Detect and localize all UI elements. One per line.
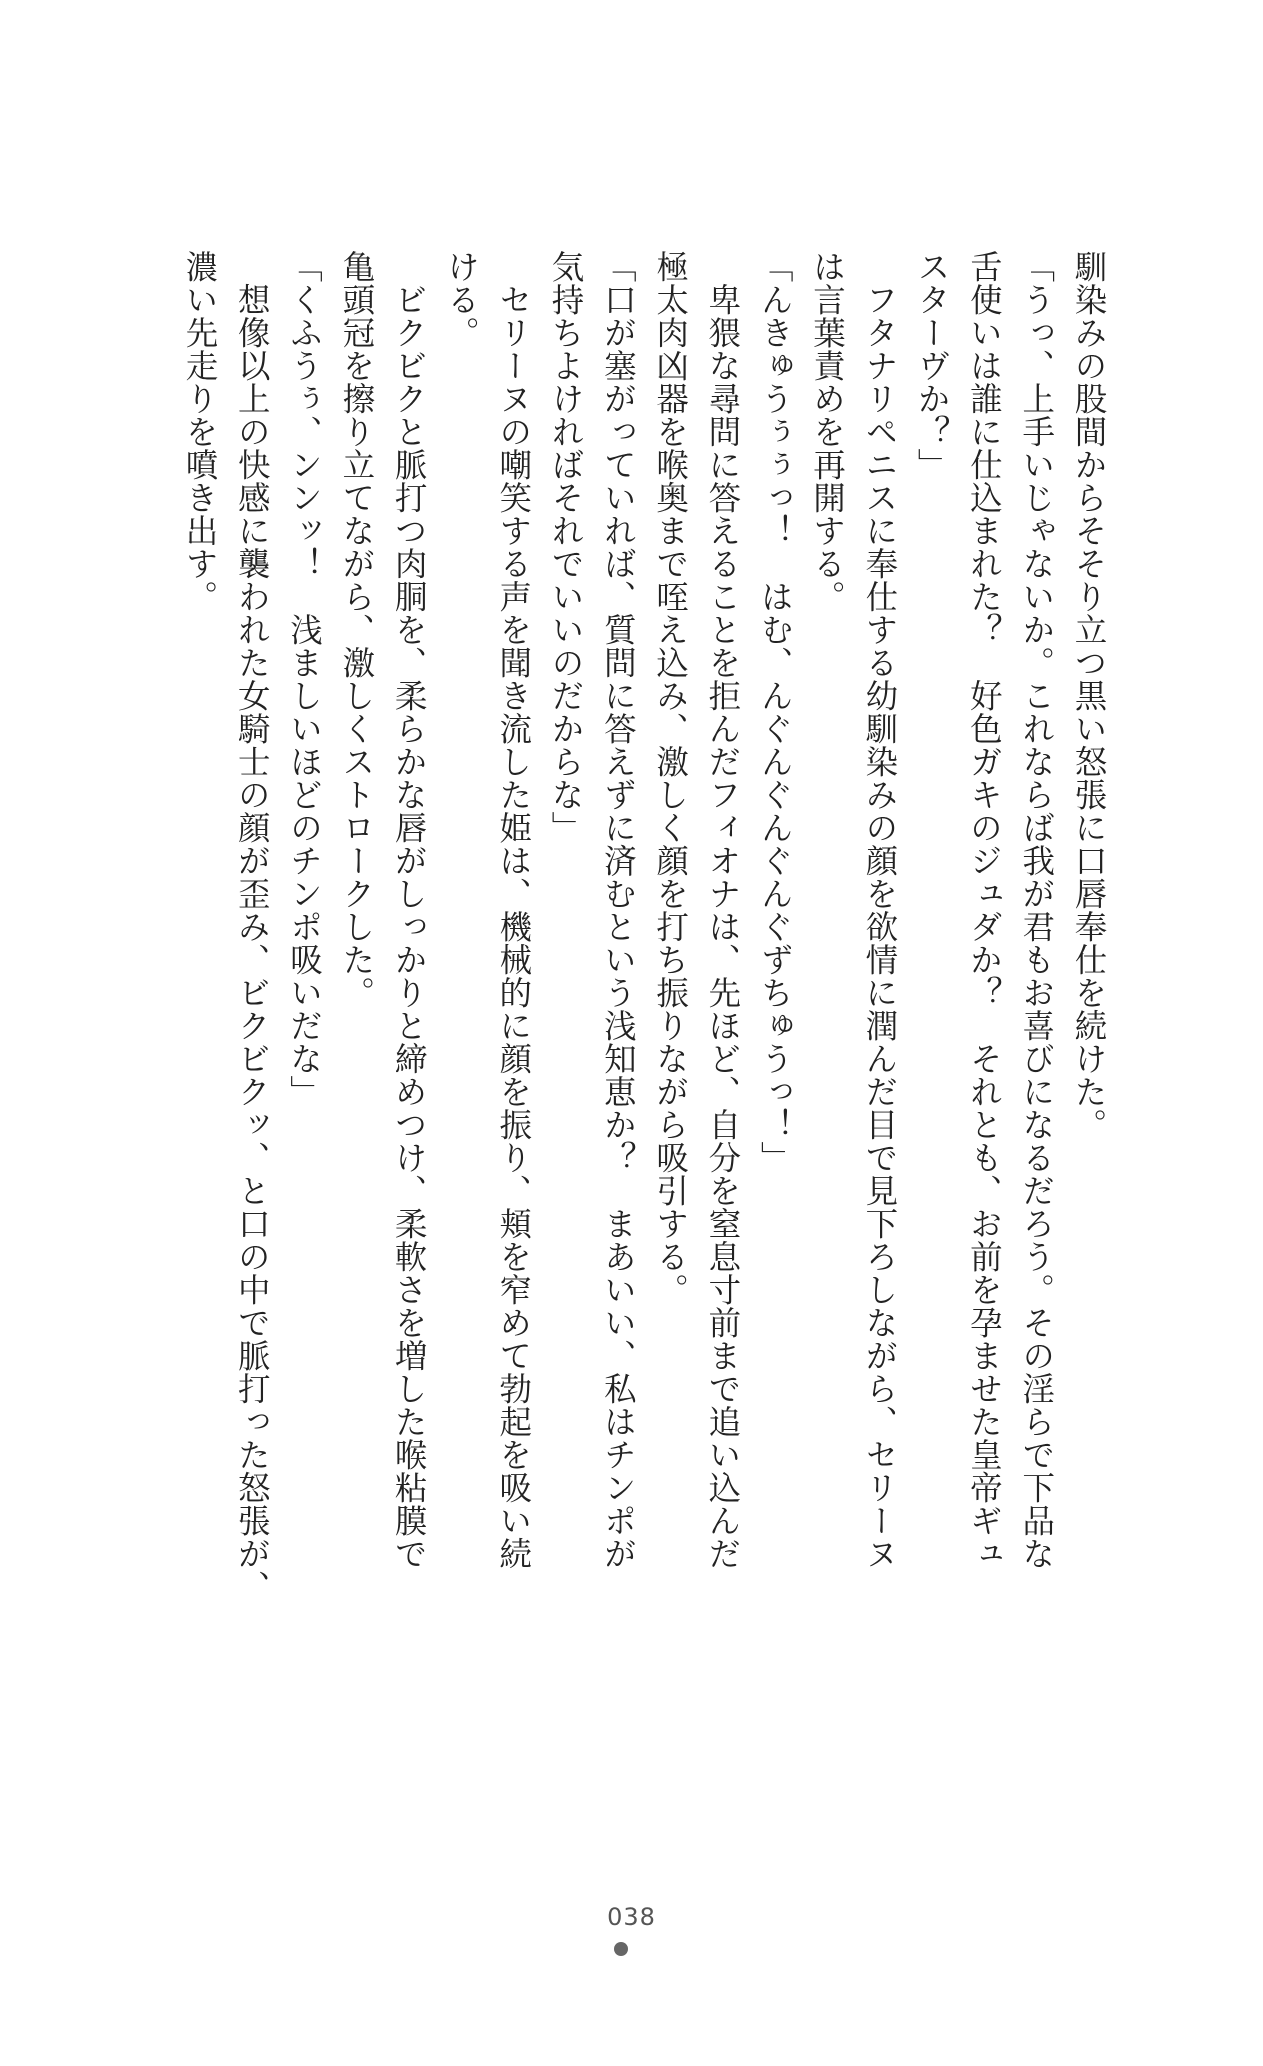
text-line: 馴染みの股間からそそり立つ黒い怒張に口唇奉仕を続けた。	[1070, 250, 1108, 1141]
text-line: 舌使いは誰に仕込まれた？ 好色ガキのジュダか？ それとも、お前を孕ませた皇帝ギュ	[965, 250, 1004, 1570]
text-line: は言葉責めを再開する。	[808, 250, 847, 613]
text-line: 「うっ、上手いじゃないか。これならば我が君もお喜びになるだろう。その淫らで下品な	[1017, 250, 1056, 1570]
body-text	[174, 250, 1115, 1730]
text-line: 「口が塞がっていれば、質問に答えずに済むという浅知恵か？ まあいい、私はチンポが	[599, 250, 638, 1570]
page-number: 038	[607, 1903, 656, 1931]
text-line: 「んきゅうぅぅっ！ はむ、んぐんぐんぐんぐずちゅうっ！」	[756, 250, 795, 1174]
text-line: スターヴか？」	[913, 250, 952, 481]
text-line: 濃い先走りを噴き出す。	[180, 250, 219, 613]
text-line: ける。	[442, 250, 481, 349]
text-line: ビクビクと脈打つ肉胴を、柔らかな唇がしっかりと締めつけ、柔軟さを増した喉粘膜で	[390, 250, 429, 1570]
text-line: セリーヌの嘲笑する声を聞き流した姫は、機械的に顔を振り、頬を窄めて勃起を吸い続	[494, 250, 533, 1570]
text-line: 想像以上の快感に襲われた女騎士の顔が歪み、ビクビクッ、と口の中で脈打った怒張が、	[233, 250, 272, 1603]
text-line: フタナリペニスに奉仕する幼馴染みの顔を欲情に潤んだ目で見下ろしながら、セリーヌ	[860, 250, 899, 1570]
text-line: 卑猥な尋問に答えることを拒んだフィオナは、先ほど、自分を窒息寸前まで追い込んだ	[703, 250, 742, 1570]
page-marker-dot-icon	[614, 1942, 628, 1956]
text-line: 極太肉凶器を喉奥まで咥え込み、激しく顔を打ち振りながら吸引する。	[651, 250, 690, 1306]
text-line: 「くふうぅ、ンンッ！ 浅ましいほどのチンポ吸いだな」	[285, 250, 324, 1108]
text-line: 気持ちよければそれでいいのだからな」	[547, 250, 586, 844]
text-line: 亀頭冠を擦り立てながら、激しくストロークした。	[337, 250, 376, 1009]
